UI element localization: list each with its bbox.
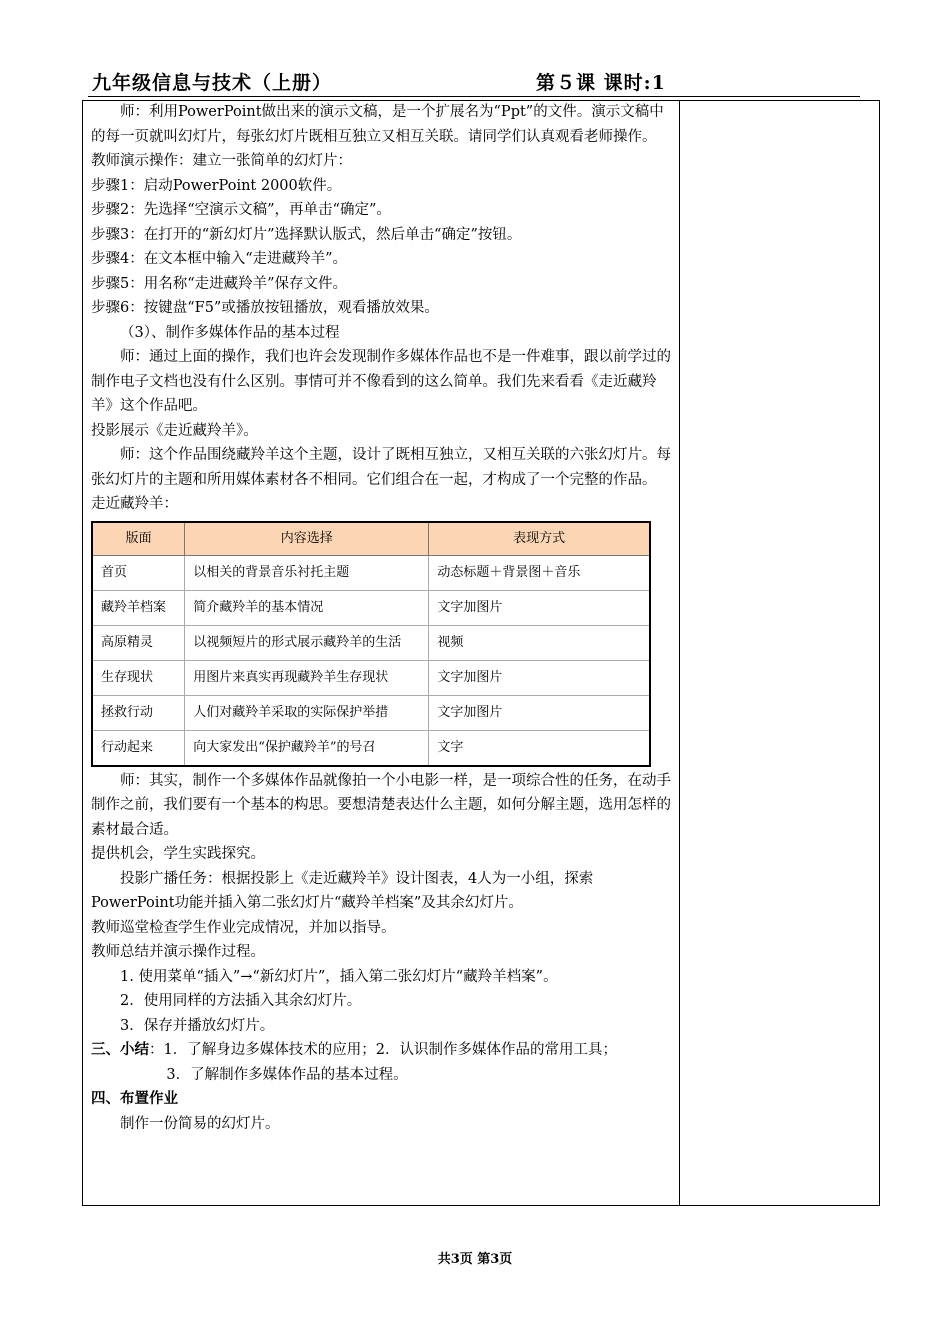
summary-label: 三、小结 <box>91 1041 149 1058</box>
paragraph: 师：通过上面的操作，我们也许会发现制作多媒体作品也不是一件难事，跟以前学过的制作电子文档也没有什么区别。事情可并不像看到的这么简单。我们先来看看《走近藏羚羊》这个作品吧。 <box>91 349 671 414</box>
paragraph: 走近藏羚羊： <box>91 496 178 512</box>
table-row <box>92 625 650 660</box>
paragraph: 师：利用PowerPoint做出来的演示文稿，是一个扩展名为“Ppt”的文件。演示文稿中的每一页就叫幻灯片，每张幻灯片既相互独立又相互关联。请同学们认真观看老师操作。 <box>91 104 664 145</box>
table-cell: 文字加图片 <box>429 660 650 695</box>
step-item: 步骤3：在打开的“新幻灯片”选择默认版式，然后单击“确定”按钮。 <box>91 226 522 243</box>
table-cell: 视频 <box>429 625 650 660</box>
summary-paragraph <box>91 1038 675 1063</box>
table-cell: 文字 <box>429 730 650 766</box>
homework-heading: 四、布置作业 <box>91 1090 178 1107</box>
table-cell: 以视频短片的形式展示藏羚羊的生活 <box>185 625 429 660</box>
paragraph: 投影广播任务：根据投影上《走近藏羚羊》设计图表，4人为一小组，探索PowerPoint功能并插入第二张幻灯片“藏羚羊档案”及其余幻灯片。 <box>91 870 594 911</box>
table-cell: 动态标题＋背景图＋音乐 <box>429 555 650 590</box>
table-row <box>92 695 650 730</box>
table-cell: 生存现状 <box>92 660 185 695</box>
paragraph: 投影展示《走近藏羚羊》。 <box>91 422 258 439</box>
slide-design-table <box>91 521 651 767</box>
numbered-item: 1. 使用菜单“插入”→“新幻灯片”，插入第二张幻灯片“藏羚羊档案”。 <box>120 968 558 985</box>
lesson-info: 第５课 课时:1 <box>536 72 666 94</box>
numbered-item: 2．使用同样的方法插入其余幻灯片。 <box>120 993 362 1009</box>
notes-column-divider <box>679 100 680 1206</box>
table-cell: 以相关的背景音乐衬托主题 <box>185 555 429 590</box>
table-cell: 用图片来真实再现藏羚羊生存现状 <box>185 660 429 695</box>
table-cell: 人们对藏羚羊采取的实际保护举措 <box>185 695 429 730</box>
table-cell: 高原精灵 <box>92 625 185 660</box>
step-item: 步骤6：按键盘“F5”或播放按钮播放，观看播放效果。 <box>91 300 439 316</box>
paragraph: 教师总结并演示操作过程。 <box>91 944 265 960</box>
table-row <box>92 660 650 695</box>
paragraph: 师：这个作品围绕藏羚羊这个主题，设计了既相互独立，又相互关联的六张幻灯片。每张幻灯片的主题和所用媒体素材各不相同。它们组合在一起，才构成了一个完整的作品。 <box>91 447 671 488</box>
column-header: 表现方式 <box>429 522 650 556</box>
table-cell: 行动起来 <box>92 730 185 766</box>
header-rule <box>88 96 860 97</box>
paragraph: 提供机会，学生实践探究。 <box>91 846 265 862</box>
page-header <box>88 66 860 94</box>
paragraph: 教师巡堂检查学生作业完成情况，并加以指导。 <box>91 919 396 936</box>
step-item: 步骤1：启动PowerPoint 2000软件。 <box>91 177 342 194</box>
table-cell: 拯救行动 <box>92 695 185 730</box>
table-cell: 首页 <box>92 555 185 590</box>
column-header: 版面 <box>92 522 185 556</box>
table-cell: 文字加图片 <box>429 695 650 730</box>
homework-text: 制作一份简易的幻灯片。 <box>120 1115 280 1132</box>
step-item: 步骤5：用名称“走进藏羚羊”保存文件。 <box>91 275 348 292</box>
table-cell: 向大家发出“保护藏羚羊”的号召 <box>185 730 429 766</box>
page-footer: 共3页 第3页 <box>437 1252 513 1267</box>
table-row <box>92 730 650 766</box>
section-heading: （3）、制作多媒体作品的基本过程 <box>120 324 340 341</box>
summary-continuation: 3．了解制作多媒体作品的基本过程。 <box>166 1066 408 1083</box>
step-item: 步骤4：在文本框中输入“走进藏羚羊”。 <box>91 251 348 267</box>
lesson-content <box>91 100 675 1136</box>
numbered-item: 3．保存并播放幻灯片。 <box>120 1017 275 1034</box>
summary-text: ：1．了解身边多媒体技术的应用；2．认识制作多媒体作品的常用工具； <box>149 1042 617 1058</box>
table-row <box>92 555 650 590</box>
column-header: 内容选择 <box>185 522 429 556</box>
table-cell: 藏羚羊档案 <box>92 590 185 625</box>
step-item: 步骤2：先选择“空演示文稿”，再单击“确定”。 <box>91 202 391 218</box>
paragraph: 师：其实，制作一个多媒体作品就像拍一个小电影一样，是一项综合性的任务，在动手制作之前，我们要有一个基本的构思。要想清楚表达什么主题，如何分解主题，选用怎样的素材最合适。 <box>91 772 671 838</box>
paragraph: 教师演示操作：建立一张简单的幻灯片： <box>91 153 352 169</box>
table-cell: 简介藏羚羊的基本情况 <box>185 590 429 625</box>
table-header-row <box>92 522 650 556</box>
book-title: 九年级信息与技术（上册） <box>92 72 333 94</box>
table-cell: 文字加图片 <box>429 590 650 625</box>
table-row <box>92 590 650 625</box>
